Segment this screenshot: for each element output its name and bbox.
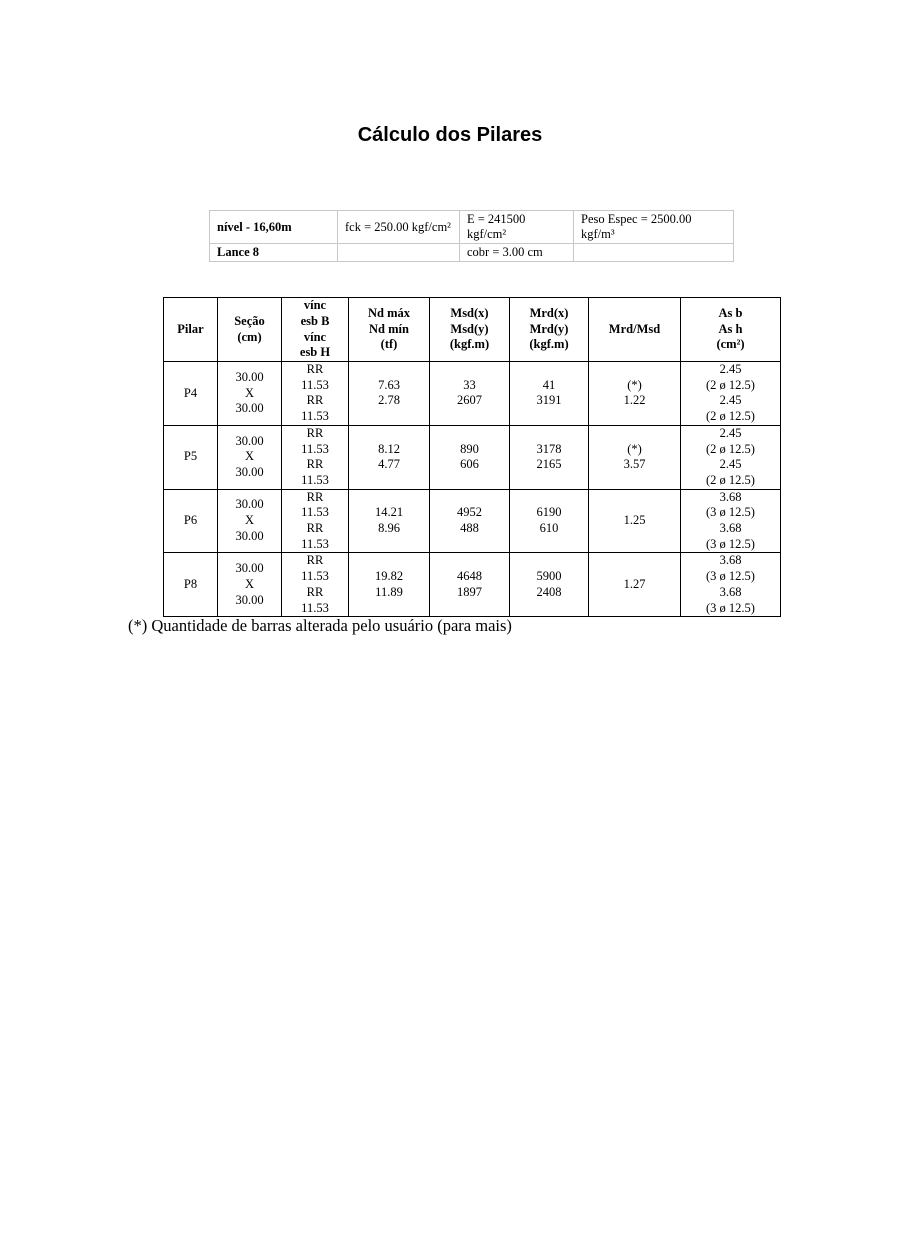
cell-line: 30.00	[235, 497, 264, 512]
cell-mrd-msd-ratio	[589, 489, 681, 553]
cell-nd	[349, 362, 430, 426]
info-row	[210, 211, 734, 244]
cell-line: RR	[306, 553, 324, 568]
cell-line: 8.12	[378, 441, 400, 456]
cell-msd	[430, 362, 510, 426]
cell-mrd-msd-ratio	[589, 362, 681, 426]
cell-line: (kgf.m)	[529, 337, 569, 352]
cell-line: 7.63	[378, 377, 400, 392]
cell-line: 3.57	[623, 457, 646, 472]
cell-line: (2 ø 12.5)	[706, 472, 755, 487]
cell-line: Pilar	[177, 321, 204, 336]
cell-line: RR	[306, 362, 324, 376]
cell-line: (3 ø 12.5)	[706, 600, 755, 615]
pillars-table	[163, 297, 781, 617]
cell-line: 2408	[536, 584, 562, 599]
table-row	[164, 425, 781, 489]
cell-mrd	[510, 489, 589, 553]
cell-line: P4	[183, 385, 198, 400]
header-mrd	[510, 298, 589, 362]
cell-line: 1.25	[623, 513, 646, 528]
cell-line: 30.00	[235, 465, 264, 480]
cell-line: (tf)	[380, 337, 398, 352]
cell-line: RR	[306, 489, 324, 504]
footnote: (*) Quantidade de barras alterada pelo usuário (para mais)	[128, 616, 512, 635]
cell-line: 41	[542, 377, 556, 392]
cell-line: As b	[718, 305, 743, 320]
cell-line: 30.00	[235, 592, 264, 607]
cell-line: RR	[306, 425, 324, 440]
cell-line: RR	[306, 521, 324, 536]
cell-line: (cm²)	[716, 337, 745, 352]
level-cell: nível - 16,60m	[210, 211, 338, 244]
cell-line: 33	[463, 377, 476, 392]
cell-line: 1.22	[623, 393, 646, 408]
cell-as	[681, 553, 781, 617]
cell-line: (2 ø 12.5)	[706, 377, 755, 392]
cell-vinc-esb	[282, 553, 349, 617]
cell-secao	[218, 362, 282, 426]
cell-line: 1897	[457, 584, 482, 599]
cell-mrd	[510, 553, 589, 617]
cell-line: 3.68	[719, 584, 742, 599]
info-empty-cell	[338, 244, 460, 262]
project-info-table	[209, 210, 734, 262]
cell-line: 2.45	[719, 425, 742, 440]
cell-line: 11.53	[301, 441, 329, 456]
cell-line: (cm)	[237, 329, 262, 344]
cell-line: Nd máx	[367, 305, 411, 320]
cell-as	[681, 489, 781, 553]
cell-nd	[349, 425, 430, 489]
cell-line: 11.53	[301, 409, 329, 424]
cell-nd	[349, 553, 430, 617]
cell-line: RR	[306, 457, 324, 472]
cell-vinc-esb	[282, 362, 349, 426]
specific-weight-cell: Peso Espec = 2500.00 kgf/m³	[574, 211, 734, 244]
cell-line: 11.53	[301, 600, 329, 615]
cell-line: Nd mín	[369, 321, 409, 336]
cell-line: esb H	[299, 345, 331, 360]
cell-mrd-msd-ratio	[589, 553, 681, 617]
cell-line: Mrd(x)	[529, 305, 569, 320]
cell-line: 4952	[457, 505, 482, 520]
cell-pilar	[164, 425, 218, 489]
cell-line: 4648	[457, 569, 482, 584]
cell-line: 890	[460, 441, 479, 456]
cell-line: Mrd/Msd	[608, 321, 661, 336]
cell-line: 2.78	[378, 393, 400, 408]
cell-msd	[430, 489, 510, 553]
header-secao	[218, 298, 282, 362]
header-msd	[430, 298, 510, 362]
cell-line: 11.53	[301, 377, 329, 392]
cell-line: 3.68	[719, 521, 742, 536]
cell-line: 3.68	[719, 489, 742, 504]
cell-line: (3 ø 12.5)	[706, 505, 755, 520]
cell-line: 30.00	[235, 369, 264, 384]
cell-line: 2.45	[719, 362, 742, 376]
cell-line: 11.89	[375, 584, 403, 599]
table-row	[164, 362, 781, 426]
info-row	[210, 244, 734, 262]
cell-line: Msd(y)	[450, 321, 489, 336]
cell-line: 30.00	[235, 433, 264, 448]
lance-cell: Lance 8	[210, 244, 338, 262]
cell-line: 6190	[536, 505, 562, 520]
cell-line: 3191	[536, 393, 562, 408]
cell-mrd-msd-ratio	[589, 425, 681, 489]
cell-line: P8	[183, 576, 198, 591]
header-nd	[349, 298, 430, 362]
cell-line: RR	[306, 584, 324, 599]
cell-line: (3 ø 12.5)	[706, 536, 755, 551]
cell-line: vínc	[303, 298, 327, 313]
cell-line: 606	[460, 457, 479, 472]
cell-line: (3 ø 12.5)	[706, 569, 755, 584]
cell-line: X	[244, 513, 255, 528]
header-mrd-msd-ratio	[589, 298, 681, 362]
cell-msd	[430, 553, 510, 617]
cell-pilar	[164, 553, 218, 617]
cell-line: 11.53	[301, 536, 329, 551]
page-title: Cálculo dos Pilares	[357, 124, 543, 146]
cell-secao	[218, 489, 282, 553]
cell-line: 2.45	[719, 457, 742, 472]
cell-vinc-esb	[282, 425, 349, 489]
header-pilar	[164, 298, 218, 362]
cell-line: X	[244, 385, 255, 400]
cell-line: 11.53	[301, 505, 329, 520]
cell-line: 3.68	[719, 553, 742, 568]
cell-line: Mrd(y)	[529, 321, 569, 336]
cell-line: 488	[460, 521, 479, 536]
fck-cell: fck = 250.00 kgf/cm²	[338, 211, 460, 244]
cell-line: 30.00	[235, 401, 264, 416]
cell-line: 11.53	[301, 472, 329, 487]
cell-line: (2 ø 12.5)	[706, 441, 755, 456]
cell-line: (2 ø 12.5)	[706, 409, 755, 424]
cell-line: P5	[183, 449, 198, 464]
cell-line: 14.21	[374, 505, 404, 520]
header-row	[164, 298, 781, 362]
cell-secao	[218, 425, 282, 489]
table-row	[164, 553, 781, 617]
cell-line: As h	[718, 321, 743, 336]
cover-cell: cobr = 3.00 cm	[460, 244, 574, 262]
cell-mrd	[510, 362, 589, 426]
cell-line: 30.00	[235, 528, 264, 543]
cell-line: 2607	[457, 393, 482, 408]
cell-pilar	[164, 489, 218, 553]
cell-msd	[430, 425, 510, 489]
header-vinc-esb	[282, 298, 349, 362]
cell-secao	[218, 553, 282, 617]
cell-as	[681, 362, 781, 426]
cell-line: RR	[306, 393, 324, 408]
cell-line: 5900	[536, 569, 562, 584]
cell-line: Seção	[234, 313, 265, 328]
info-empty-cell	[574, 244, 734, 262]
cell-line: 2165	[536, 457, 562, 472]
cell-line: esb B	[300, 313, 330, 328]
cell-line: 11.53	[301, 569, 329, 584]
cell-line: 3178	[536, 441, 562, 456]
cell-line: P6	[183, 513, 198, 528]
elastic-modulus-cell: E = 241500 kgf/cm²	[460, 211, 574, 244]
cell-line: X	[244, 449, 255, 464]
cell-line: 19.82	[374, 569, 404, 584]
cell-nd	[349, 489, 430, 553]
cell-line: 2.45	[719, 393, 742, 408]
cell-line: 4.77	[378, 457, 400, 472]
table-row	[164, 489, 781, 553]
cell-line: 1.27	[623, 576, 646, 591]
cell-vinc-esb	[282, 489, 349, 553]
cell-pilar	[164, 362, 218, 426]
cell-line: 610	[539, 521, 559, 536]
cell-as	[681, 425, 781, 489]
cell-line: (*)	[627, 441, 642, 456]
cell-mrd	[510, 425, 589, 489]
header-as	[681, 298, 781, 362]
cell-line: vínc	[303, 329, 327, 344]
cell-line: (kgf.m)	[449, 337, 490, 352]
cell-line: 8.96	[378, 521, 400, 536]
cell-line: X	[244, 576, 255, 591]
cell-line: (*)	[627, 377, 642, 392]
cell-line: Msd(x)	[450, 305, 489, 320]
cell-line: 30.00	[235, 561, 264, 576]
